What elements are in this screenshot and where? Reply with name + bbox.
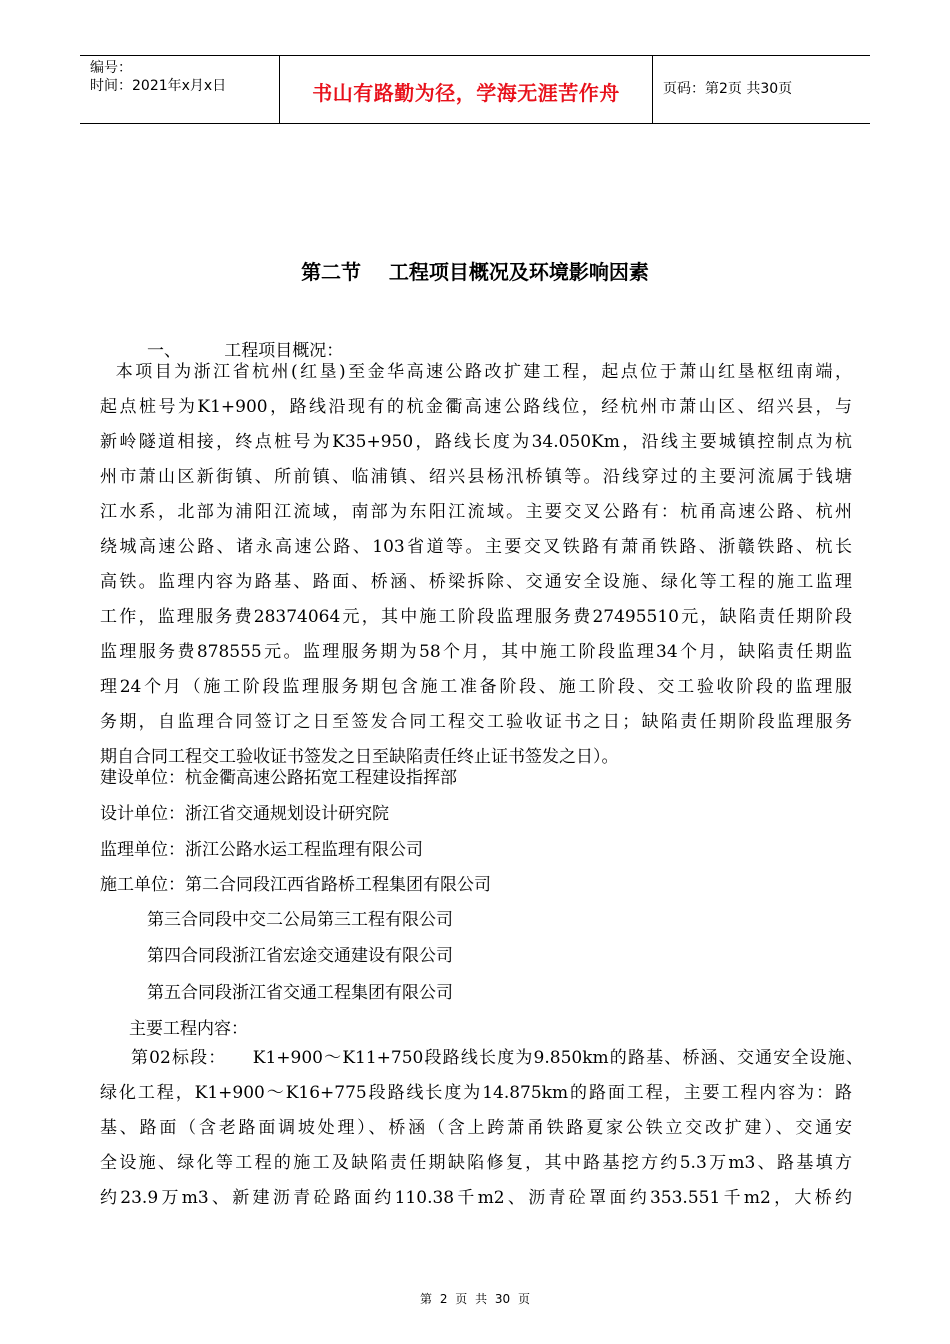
- design-unit: 设计单位：浙江省交通规划设计研究院: [100, 804, 389, 824]
- contractor-section-5: 第五合同段浙江省交通工程集团有限公司: [147, 983, 453, 1003]
- overview-line-10: 理24个月（施工阶段监理服务期包含施工准备阶段、施工阶段、交工验收阶段的监理服: [100, 677, 852, 697]
- section02-line-5: 约23.9万m3、新建沥青砼路面约110.38千m2、沥青砼罩面约353.551千m2，大桥约: [100, 1188, 852, 1208]
- header-motto: 书山有路勤为径，学海无涯苦作舟: [312, 81, 620, 105]
- overview-line-6: 绕城高速公路、诸永高速公路、103省道等。主要交叉铁路有萧甬铁路、浙赣铁路、杭长: [100, 537, 852, 557]
- overview-line-11: 务期，自监理合同签订之日至签发合同工程交工验收证书之日；缺陷责任期阶段监理服务: [100, 712, 852, 732]
- overview-line-1: 本项目为浙江省杭州(红垦)至金华高速公路改扩建工程，起点位于萧山红垦枢纽南端，: [100, 362, 852, 382]
- main-work-label: 主要工程内容：: [129, 1019, 248, 1039]
- header-meta: [90, 59, 226, 95]
- subheading-overview: 一、 工程项目概况：: [147, 341, 344, 361]
- contractor-section-4: 第四合同段浙江省宏途交通建设有限公司: [147, 946, 453, 966]
- contractor-section-3: 第三合同段中交二公局第三工程有限公司: [147, 910, 453, 930]
- header-page-info: 页码：第2页 共30页: [663, 81, 793, 97]
- page-footer: 第 2 页 共 30 页: [420, 1292, 530, 1306]
- supervision-unit: 监理单位：浙江公路水运工程监理有限公司: [100, 840, 423, 860]
- overview-line-12: 期自合同工程交工验收证书签发之日至缺陷责任终止证书签发之日）。: [100, 747, 619, 767]
- overview-line-8: 工作，监理服务费28374064元，其中施工阶段监理服务费27495510元，缺陷责任期阶段: [100, 607, 852, 627]
- header-motto-cell: [280, 56, 653, 123]
- section02-line-3: 基、路面（含老路面调坡处理）、桥涵（含上跨萧甬铁路夏家公铁立交改扩建）、交通安: [100, 1118, 852, 1138]
- construction-unit: 建设单位：杭金衢高速公路拓宽工程建设指挥部: [100, 768, 457, 788]
- section02-line-1: 第02标段： K1+900～K11+750段路线长度为9.850km的路基、桥涵、交通安全设施、: [131, 1048, 863, 1068]
- header-meta-cell: [80, 56, 280, 123]
- overview-line-4: 州市萧山区新街镇、所前镇、临浦镇、绍兴县杨汛桥镇等。沿线穿过的主要河流属于钱塘: [100, 467, 852, 487]
- document-number-label: 编号：: [90, 60, 132, 76]
- section-title: 第二节 工程项目概况及环境影响因素: [301, 260, 649, 284]
- page-header: [80, 55, 870, 124]
- overview-line-3: 新岭隧道相接，终点桩号为K35+950，路线长度为34.050Km，沿线主要城镇控制点为杭: [100, 432, 852, 452]
- document-date: 时间：2021年x月x日: [90, 78, 227, 94]
- overview-line-9: 监理服务费878555元。监理服务期为58个月，其中施工阶段监理34个月，缺陷责任期监: [100, 642, 852, 662]
- header-page-cell: [653, 56, 870, 123]
- overview-line-7: 高铁。监理内容为路基、路面、桥涵、桥梁拆除、交通安全设施、绿化等工程的施工监理: [100, 572, 852, 592]
- overview-line-5: 江水系，北部为浦阳江流域，南部为东阳江流域。主要交叉公路有：杭甬高速公路、杭州: [100, 502, 852, 522]
- section02-line-4: 全设施、绿化等工程的施工及缺陷责任期缺陷修复，其中路基挖方约5.3万m3、路基填方: [100, 1153, 852, 1173]
- contractor-unit: 施工单位：第二合同段江西省路桥工程集团有限公司: [100, 875, 491, 895]
- section02-line-2: 绿化工程，K1+900～K16+775段路线长度为14.875km的路面工程，主要工程内容为：路: [100, 1083, 852, 1103]
- overview-line-2: 起点桩号为K1+900，路线沿现有的杭金衢高速公路线位，经杭州市萧山区、绍兴县，与: [100, 397, 852, 417]
